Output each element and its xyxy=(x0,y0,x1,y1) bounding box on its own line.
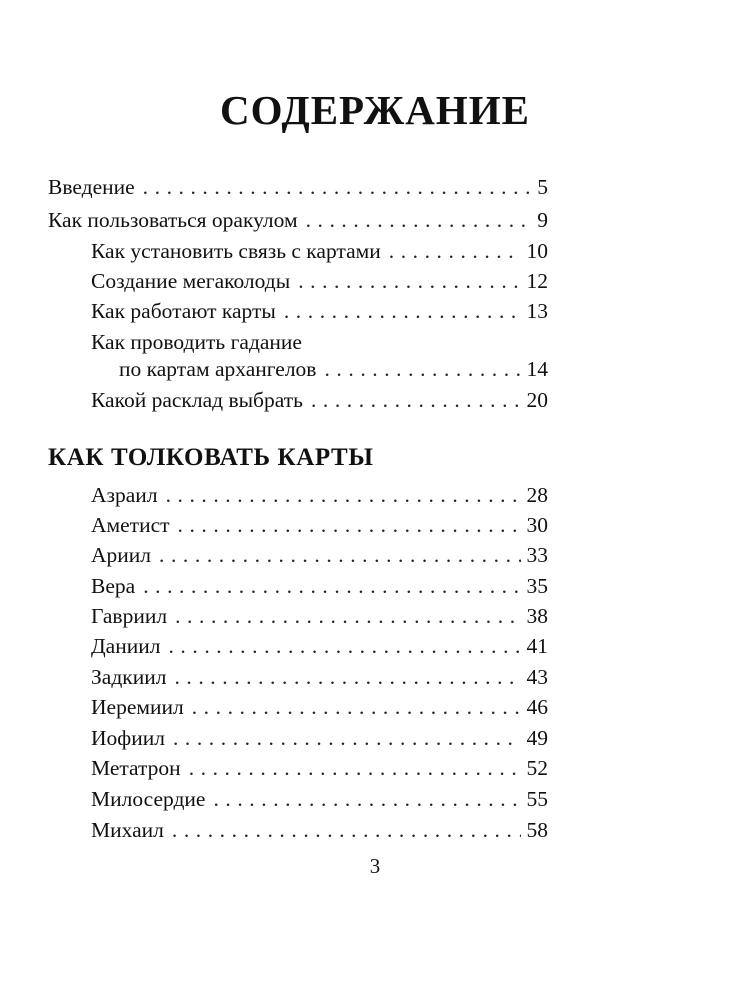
toc-entry-page: 35 xyxy=(526,574,548,598)
toc-entry-label: Введение xyxy=(48,175,135,199)
toc-entry-page: 28 xyxy=(526,483,548,507)
toc-entry-card xyxy=(91,784,548,814)
dot-leader xyxy=(298,266,520,296)
toc-entry-page: 55 xyxy=(526,787,548,811)
toc-entry-label: Гавриил xyxy=(91,604,168,628)
toc-entry-connection xyxy=(91,236,548,266)
dot-leader xyxy=(324,354,520,384)
toc-entry-page: 33 xyxy=(526,543,548,567)
dot-leader xyxy=(389,236,521,266)
dot-leader xyxy=(189,753,521,783)
toc-entry-page: 46 xyxy=(526,695,548,719)
toc-entry-page: 13 xyxy=(526,299,548,323)
toc-entry-megadeck xyxy=(91,266,548,296)
toc-entry-page: 58 xyxy=(526,818,548,842)
toc-entry-label: Вера xyxy=(91,574,136,598)
toc-entry-page: 30 xyxy=(526,513,548,537)
toc-entry-label: Задкиил xyxy=(91,665,167,689)
toc-entry-card xyxy=(91,480,548,510)
toc-entry-card xyxy=(91,601,548,631)
dot-leader xyxy=(175,601,520,631)
dot-leader xyxy=(172,815,521,845)
dot-leader xyxy=(168,631,520,661)
toc-entry-page: 38 xyxy=(526,604,548,628)
toc-entry-label: по картам архангелов xyxy=(119,357,317,381)
toc-entry-spread xyxy=(91,385,548,415)
toc-entry-page: 49 xyxy=(526,726,548,750)
toc-entry-page: 10 xyxy=(526,239,548,263)
toc-entry-card xyxy=(91,692,548,722)
toc-entry-page: 52 xyxy=(526,756,548,780)
toc-entry-label: Создание мегаколоды xyxy=(91,269,291,293)
toc-entry-page: 20 xyxy=(526,388,548,412)
toc-entry-page: 5 xyxy=(537,175,548,199)
page-title: СОДЕРЖАНИЕ xyxy=(220,87,530,133)
toc-entry-page: 12 xyxy=(526,269,548,293)
toc-entry-card xyxy=(91,753,548,783)
toc-entry-label: Аметист xyxy=(91,513,170,537)
section-heading: КАК ТОЛКОВАТЬ КАРТЫ xyxy=(48,444,374,471)
toc-entry-label: Как работают карты xyxy=(91,299,276,323)
page-number: 3 xyxy=(369,854,381,878)
dot-leader xyxy=(159,540,520,570)
dot-leader xyxy=(306,205,532,235)
toc-entry-divination-line1: Как проводить гадание xyxy=(91,330,302,354)
toc-entry-label: Даниил xyxy=(91,634,161,658)
toc-entry-label: Как пользоваться оракулом xyxy=(48,208,298,232)
toc-entry-label: Милосердие xyxy=(91,787,206,811)
dot-leader xyxy=(143,571,520,601)
toc-entry-how-to-use xyxy=(48,205,548,235)
toc-entry-page: 9 xyxy=(537,208,548,232)
toc-entry-label: Иеремиил xyxy=(91,695,184,719)
toc-entry-card xyxy=(91,662,548,692)
toc-entry-divination xyxy=(119,354,548,384)
toc-entry-card xyxy=(91,815,548,845)
dot-leader xyxy=(192,692,521,722)
toc-entry-how-cards-work xyxy=(91,296,548,326)
toc-entry-card xyxy=(91,571,548,601)
toc-entry-label: Метатрон xyxy=(91,756,181,780)
dot-leader xyxy=(173,723,521,753)
toc-entry-label: Какой расклад выбрать xyxy=(91,388,303,412)
toc-entry-card xyxy=(91,723,548,753)
toc-entry-introduction xyxy=(48,172,548,202)
toc-entry-label: Азраил xyxy=(91,483,158,507)
dot-leader xyxy=(284,296,521,326)
toc-entry-label: Как установить связь с картами xyxy=(91,239,381,263)
toc-entry-page: 14 xyxy=(526,357,548,381)
dot-leader xyxy=(166,480,521,510)
dot-leader xyxy=(213,784,520,814)
toc-entry-label: Михаил xyxy=(91,818,164,842)
dot-leader xyxy=(174,662,520,692)
toc-entry-label: Иофиил xyxy=(91,726,165,750)
dot-leader xyxy=(311,385,521,415)
toc-entry-page: 41 xyxy=(526,634,548,658)
toc-entry-card xyxy=(91,510,548,540)
dot-leader xyxy=(143,172,532,202)
toc-entry-card xyxy=(91,631,548,661)
toc-entry-card xyxy=(91,540,548,570)
toc-entry-label: Ариил xyxy=(91,543,152,567)
toc-entry-page: 43 xyxy=(526,665,548,689)
dot-leader xyxy=(178,510,521,540)
